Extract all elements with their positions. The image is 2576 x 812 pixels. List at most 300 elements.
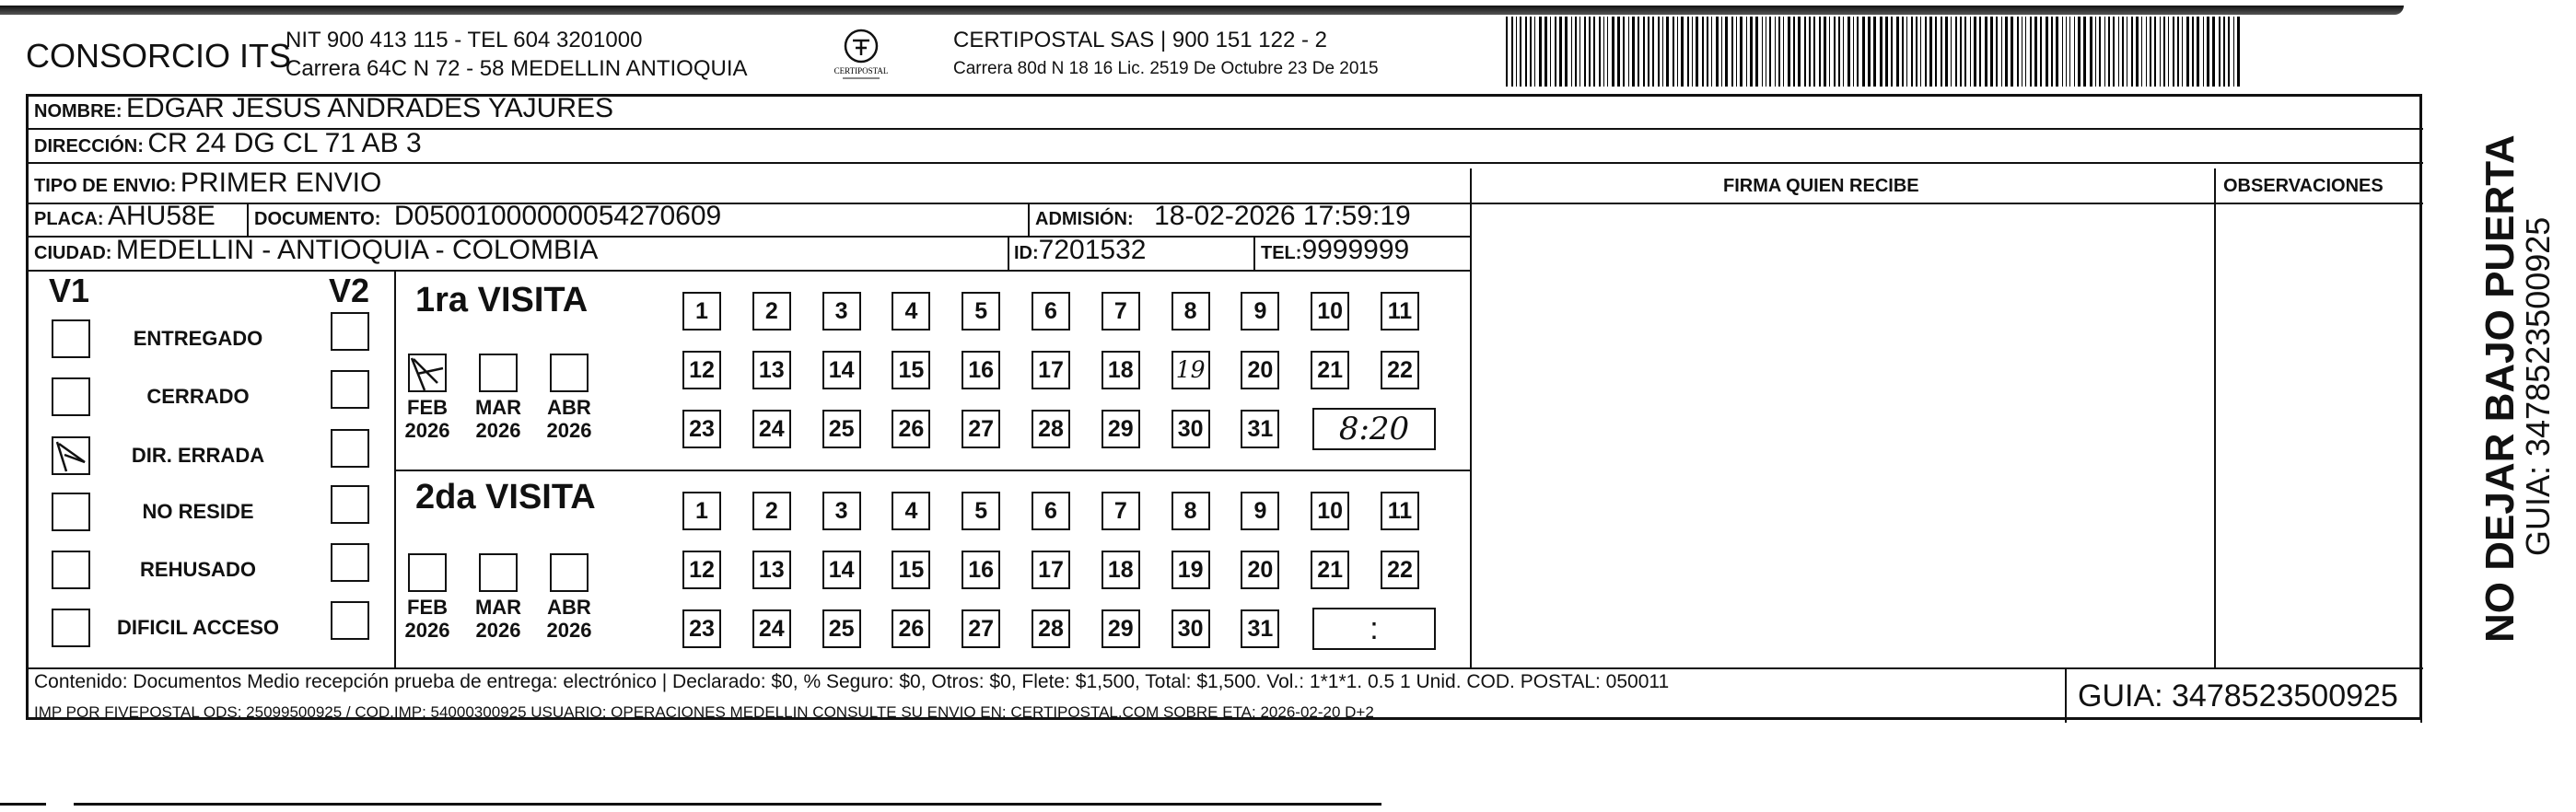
barcode-bar [2197,17,2198,87]
barcode-bar [2090,17,2092,87]
barcode-bar [1896,17,1898,87]
visit2-day-25[interactable]: 25 [822,609,861,648]
id-value: 7201532 [1038,235,1147,265]
month-name: MAR [474,396,522,419]
visit1-month-label [400,396,455,442]
handwritten-mark-icon [53,438,90,475]
month-name: FEB [407,596,448,619]
barcode-bar [1612,17,1614,87]
v1-checkbox-no-reside[interactable] [52,493,90,531]
visit1-day-25[interactable]: 25 [822,410,861,448]
tipo-row [34,168,381,199]
placa-value: AHU58E [108,201,216,231]
barcode-bar [2233,17,2234,87]
visit1-day-27[interactable]: 27 [962,410,1000,448]
month-year: 2026 [404,619,450,642]
visit1-day-28[interactable]: 28 [1032,410,1070,448]
v2-checkbox-entregado[interactable] [331,312,369,351]
barcode-bar [2160,17,2161,87]
visit2-day-8[interactable]: 8 [1171,492,1210,530]
visit2-day-4[interactable]: 4 [892,492,930,530]
id-label: ID: [1014,243,1039,263]
visit2-day-24[interactable]: 24 [752,609,791,648]
barcode-bar [2237,17,2240,87]
barcode-bar [2131,17,2133,87]
visit1-day-12[interactable]: 12 [682,351,721,389]
admision-label: ADMISIÓN: [1035,209,1134,229]
status-label-entregado: ENTREGADO [133,327,263,350]
barcode-bar [2017,17,2019,87]
barcode-bar [1632,17,1635,87]
barcode-bar [2066,17,2067,87]
barcode-bar [1662,17,1663,87]
month-year: 2026 [546,619,592,642]
v1-checkbox-entregado[interactable] [52,319,90,358]
side-warning: NO DEJAR BAJO PUERTA [2477,134,2523,643]
visit1-day-11[interactable]: 11 [1381,292,1419,331]
visit1-month-label [471,396,526,442]
barcode-bar [2025,17,2026,87]
barcode-bar [1911,17,1913,87]
barcode-bar [1681,17,1683,87]
barcode-bar [1648,17,1649,87]
barcode-bar [2136,17,2139,87]
status-label-dir-errada: DIR. ERRADA [131,444,265,467]
barcode-bar [1996,17,1998,87]
visit1-day-15[interactable]: 15 [892,351,930,389]
visit1-day-30[interactable]: 30 [1171,410,1210,448]
barcode-bar [1868,17,1871,87]
barcode-bar [1873,17,1876,87]
barcode-bar [1885,17,1888,87]
barcode-bar [1534,17,1535,87]
barcode-bar [1711,17,1712,87]
ciudad-value: MEDELLIN - ANTIOQUIA - COLOMBIA [115,235,599,265]
barcode-bar [1990,17,1992,87]
visit2-day-9[interactable]: 9 [1241,492,1279,530]
visit1-day-26[interactable]: 26 [892,410,930,448]
barcode-bar [2168,17,2169,87]
visit2-day-15[interactable]: 15 [892,551,930,589]
visit1-day-19[interactable]: 19 [1171,351,1210,389]
v2-checkbox-no-reside[interactable] [331,485,369,524]
barcode-bar [2122,17,2124,87]
visit2-day-5[interactable]: 5 [962,492,1000,530]
handwritten-mark-icon [410,355,447,392]
ciudad-label: CIUDAD: [34,243,112,263]
barcode-bar [1824,17,1826,87]
barcode-bar [1673,17,1674,87]
barcode-bar [1628,17,1630,87]
v1-checkbox-dificil-acceso[interactable] [52,609,90,647]
visit2-day-14[interactable]: 14 [822,551,861,589]
barcode-bar [1829,17,1831,87]
barcode-bar [1702,17,1704,87]
barcode-bar [1955,17,1957,87]
visit1-day-18[interactable]: 18 [1102,351,1140,389]
ciudad-row [34,235,598,266]
documento-label: DOCUMENTO: [254,209,381,229]
barcode-bar [2108,17,2110,87]
barcode-bar [1696,17,1698,87]
barcode-bar [1565,17,1567,87]
visit2-day-20[interactable]: 20 [1241,551,1279,589]
visit1-day-22[interactable]: 22 [1381,351,1419,389]
top-edge-line [0,6,2404,15]
logo-text: CERTIPOSTAL [833,66,889,75]
v2-header: V2 [329,272,370,309]
visit2-month-label [400,596,455,642]
month-year: 2026 [475,419,521,442]
admision-row [1035,201,1411,232]
barcode-bar [1778,17,1779,87]
barcode-bar [1960,17,1962,87]
visit1-day-31[interactable]: 31 [1241,410,1279,448]
tipo-value: PRIMER ENVIO [180,168,382,198]
visit2-day-6[interactable]: 6 [1032,492,1070,530]
barcode-bar [1599,17,1601,87]
barcode-bar [1716,17,1719,87]
visit1-day-17[interactable]: 17 [1032,351,1070,389]
barcode-bar [1951,17,1952,87]
barcode-bar [1941,17,1942,87]
barcode-bar [1857,17,1859,87]
month-year: 2026 [475,619,521,642]
barcode-bar [1970,17,1971,87]
visit1-time-field[interactable]: 8:20 [1312,408,1436,450]
visit2-month-label [542,596,597,642]
footer-imp: IMP POR FIVEPOSTAL ODS: 25099500925 / COD.IMP: 54000300925 USUARIO: OPERACIONES MEDELLIN CONSULTE SU ENVIO EN: CERTIPOSTAL.COM SOBRE ETA: 2026-02-20 D+2 [34,703,1374,721]
barcode-bar [1593,17,1595,87]
visit2-day-28[interactable]: 28 [1032,609,1070,648]
bottom-line-left [0,803,46,806]
visit1-day-1[interactable]: 1 [682,292,721,331]
tipo-label: TIPO DE ENVIO: [34,176,177,196]
barcode-bar [1516,17,1517,87]
certipostal-info [953,26,1379,83]
barcode-bar [1979,17,1981,87]
barcode-bar [1623,17,1624,87]
barcode-bar [1652,17,1654,87]
visit1-day-6[interactable]: 6 [1032,292,1070,331]
barcode-bar [1687,17,1689,87]
status-label-dificil-acceso: DIFICIL ACCESO [116,616,279,639]
barcode-bar [1964,17,1966,87]
barcode-bar [2069,17,2070,87]
v2-checkbox-dificil-acceso[interactable] [331,601,369,640]
barcode-bar [2046,17,2048,87]
visit1-day-9[interactable]: 9 [1241,292,1279,331]
barcode-bar [1571,17,1572,87]
barcode-bar [1755,17,1757,87]
visit2-day-17[interactable]: 17 [1032,551,1070,589]
barcode-bar [2078,17,2080,87]
barcode-bar [1925,17,1927,87]
barcode-bar [1707,17,1708,87]
barcode-bar [1677,17,1678,87]
visit2-day-10[interactable]: 10 [1311,492,1349,530]
v1-header: V1 [49,272,90,309]
footer-contenido: Contenido: Documentos Medio recepción prueba de entrega: electrónico | Declarado: $0, % Seguro: $0, Otros: $0, Flete: $1,500, Total: $1,500. Vol.: 1*1*1. 0.5 1 Unid. COD. POSTAL: 050011 [34,671,1670,692]
visit2-title: 2da VISITA [415,478,596,516]
tel-value: 9999999 [1301,235,1410,265]
footer-guia: GUIA: 3478523500925 [2078,679,2398,713]
company-address: Carrera 64C N 72 - 58 MEDELLIN ANTIOQUIA [286,56,748,81]
month-name: MAR [474,596,522,619]
visit2-day-19[interactable]: 19 [1171,551,1210,589]
visit2-day-26[interactable]: 26 [892,609,930,648]
admision-value: 18-02-2026 17:59:19 [1154,201,1411,231]
barcode-bar [1862,17,1865,87]
barcode-bar [2051,17,2052,87]
certipostal-line2: Carrera 80d N 18 16 Lic. 2519 De Octubre 23 De 2015 [953,59,1379,78]
barcode-bar [2030,17,2032,87]
barcode-bar [2146,17,2147,87]
visit2-day-29[interactable]: 29 [1102,609,1140,648]
visit1-day-7[interactable]: 7 [1102,292,1140,331]
documento-row [254,201,721,232]
barcode-bar [2182,17,2183,87]
barcode-bar [1555,17,1556,87]
month-name: ABR [547,596,591,619]
barcode-bar [2228,17,2230,87]
barcode-bar [1643,17,1645,87]
barcode-bar [2095,17,2096,87]
v2-checkbox-dir-errada[interactable] [331,429,369,468]
barcode-bar [2113,17,2115,87]
visit2-day-31[interactable]: 31 [1241,609,1279,648]
visit1-day-14[interactable]: 14 [822,351,861,389]
nombre-label: NOMBRE: [34,101,122,122]
barcode-bar [1891,17,1893,87]
barcode-bar [2074,17,2075,87]
barcode-bar [1813,17,1815,87]
visit1-month-mar-checkbox[interactable] [479,354,518,392]
barcode-bar [1607,17,1608,87]
barcode-bar [1740,17,1742,87]
barcode-bar [1769,17,1771,87]
visit1-day-2[interactable]: 2 [752,292,791,331]
v1-checkbox-cerrado[interactable] [52,377,90,416]
visit1-month-feb-checkbox[interactable] [408,354,447,392]
barcode-bar [2203,17,2205,87]
tel-row [1261,235,1409,266]
barcode-bar [2212,17,2214,87]
visit2-day-21[interactable]: 21 [1311,551,1349,589]
nit-line: NIT 900 413 115 - TEL 604 3201000 [286,28,643,52]
visit1-day-8[interactable]: 8 [1171,292,1210,331]
visit1-day-20[interactable]: 20 [1241,351,1279,389]
barcode-bar [1847,17,1849,87]
v1-checkbox-dir-errada[interactable] [52,436,90,475]
direccion-label: DIRECCIÓN: [34,136,144,157]
delivery-form [26,94,2422,720]
visit1-month-label [542,396,597,442]
barcode-bar [1603,17,1604,87]
id-row [1014,235,1146,266]
direccion-row [34,128,422,159]
placa-row [34,201,216,232]
placa-label: PLACA: [34,209,104,229]
barcode-bar [1838,17,1840,87]
visit2-month-abr-checkbox[interactable] [550,553,589,592]
visit2-day-13[interactable]: 13 [752,551,791,589]
barcode-bar [2219,17,2220,87]
visit2-day-1[interactable]: 1 [682,492,721,530]
visit2-month-mar-checkbox[interactable] [479,553,518,592]
barcode-bar [1520,17,1521,87]
bottom-line [74,803,1381,806]
visit1-day-3[interactable]: 3 [822,292,861,331]
visit2-month-feb-checkbox[interactable] [408,553,447,592]
barcode-bar [2173,17,2174,87]
visit1-day-16[interactable]: 16 [962,351,1000,389]
visit1-day-10[interactable]: 10 [1311,292,1349,331]
month-year: 2026 [546,419,592,442]
barcode-bar [2099,17,2101,87]
barcode-bar [1793,17,1795,87]
barcode-bar [1902,17,1904,87]
barcode-bar [2056,17,2058,87]
barcode-bar [2001,17,2002,87]
barcode [1506,17,2243,87]
visit2-day-3[interactable]: 3 [822,492,861,530]
visit2-day-2[interactable]: 2 [752,492,791,530]
visit2-day-23[interactable]: 23 [682,609,721,648]
observaciones-header [2223,176,2384,197]
visit2-day-12[interactable]: 12 [682,551,721,589]
nombre-value: EDGAR JESUS ANDRADES YAJURES [126,93,614,123]
barcode-bar [1692,17,1693,87]
visit2-day-30[interactable]: 30 [1171,609,1210,648]
barcode-bar [2083,17,2086,87]
visit1-month-abr-checkbox[interactable] [550,354,589,392]
barcode-bar [1880,17,1882,87]
company-info [286,26,748,83]
company-name: CONSORCIO ITS [26,37,292,75]
barcode-bar [1559,17,1562,87]
barcode-bar [2011,17,2013,87]
status-label-cerrado: CERRADO [146,385,250,408]
barcode-bar [1658,17,1660,87]
visit2-day-11[interactable]: 11 [1381,492,1419,530]
direccion-value: CR 24 DG CL 71 AB 3 [147,128,422,158]
barcode-bar [1916,17,1917,87]
visit1-day-21[interactable]: 21 [1311,351,1349,389]
barcode-bar [1575,17,1577,87]
barcode-bar [2192,17,2194,87]
month-name: FEB [407,396,448,419]
barcode-bar [1736,17,1737,87]
barcode-bar [2223,17,2225,87]
barcode-bar [2118,17,2119,87]
barcode-bar [1617,17,1620,87]
certipostal-line1: CERTIPOSTAL SAS | 900 151 122 - 2 [953,28,1327,52]
barcode-bar [1731,17,1733,87]
barcode-bar [1746,17,1748,87]
v1-checkbox-rehusado[interactable] [52,551,90,589]
visit1-day-5[interactable]: 5 [962,292,1000,331]
barcode-bar [1550,17,1552,87]
firma-label: FIRMA QUIEN RECIBE [1723,176,1919,196]
barcode-bar [1798,17,1801,87]
v2-checkbox-cerrado[interactable] [331,370,369,409]
barcode-bar [1579,17,1580,87]
barcode-bar [1539,17,1542,87]
barcode-bar [2034,17,2036,87]
visit1-day-23[interactable]: 23 [682,410,721,448]
tel-label: TEL: [1261,243,1302,263]
barcode-bar [1506,17,1508,87]
side-guia: GUIA: 3478523500925 [2519,216,2557,556]
documento-value: D05001000000054270609 [393,201,722,231]
visit1-day-29[interactable]: 29 [1102,410,1140,448]
barcode-bar [1853,17,1854,87]
status-label-no-reside: NO RESIDE [142,500,254,523]
barcode-bar [1843,17,1844,87]
barcode-bar [2062,17,2063,87]
v2-checkbox-rehusado[interactable] [331,543,369,582]
barcode-bar [2150,17,2151,87]
barcode-bar [2104,17,2105,87]
barcode-bar [1762,17,1763,87]
barcode-bar [1530,17,1532,87]
barcode-bar [1819,17,1821,87]
month-year: 2026 [404,419,450,442]
visit2-day-22[interactable]: 22 [1381,551,1419,589]
barcode-bar [1945,17,1948,87]
barcode-bar [1920,17,1921,87]
visit2-time-field[interactable]: : [1312,608,1436,650]
barcode-bar [2186,17,2189,87]
visit2-day-7[interactable]: 7 [1102,492,1140,530]
barcode-bar [1985,17,1987,87]
visit2-day-27[interactable]: 27 [962,609,1000,648]
visit2-day-18[interactable]: 18 [1102,551,1140,589]
barcode-bar [1544,17,1546,87]
barcode-bar [1804,17,1806,87]
barcode-bar [2154,17,2156,87]
barcode-bar [2177,17,2179,87]
barcode-bar [1584,17,1586,87]
barcode-bar [1783,17,1785,87]
barcode-bar [2141,17,2142,87]
visit1-day-4[interactable]: 4 [892,292,930,331]
barcode-bar [1725,17,1728,87]
barcode-bar [1788,17,1789,87]
observaciones-label: OBSERVACIONES [2223,176,2384,196]
barcode-bar [1511,17,1513,87]
visit2-month-label [471,596,526,642]
barcode-bar [1834,17,1836,87]
barcode-bar [2040,17,2042,87]
visit2-day-16[interactable]: 16 [962,551,1000,589]
barcode-bar [1589,17,1590,87]
visit1-day-13[interactable]: 13 [752,351,791,389]
firma-header [1723,176,1919,197]
barcode-bar [2207,17,2209,87]
status-label-rehusado: REHUSADO [140,558,256,581]
barcode-bar [1775,17,1776,87]
visit1-day-24[interactable]: 24 [752,410,791,448]
barcode-bar [1935,17,1937,87]
visit1-title: 1ra VISITA [415,281,589,319]
barcode-bar [1721,17,1722,87]
barcode-bar [1974,17,1976,87]
barcode-bar [1929,17,1931,87]
barcode-bar [2005,17,2008,87]
barcode-bar [1525,17,1527,87]
